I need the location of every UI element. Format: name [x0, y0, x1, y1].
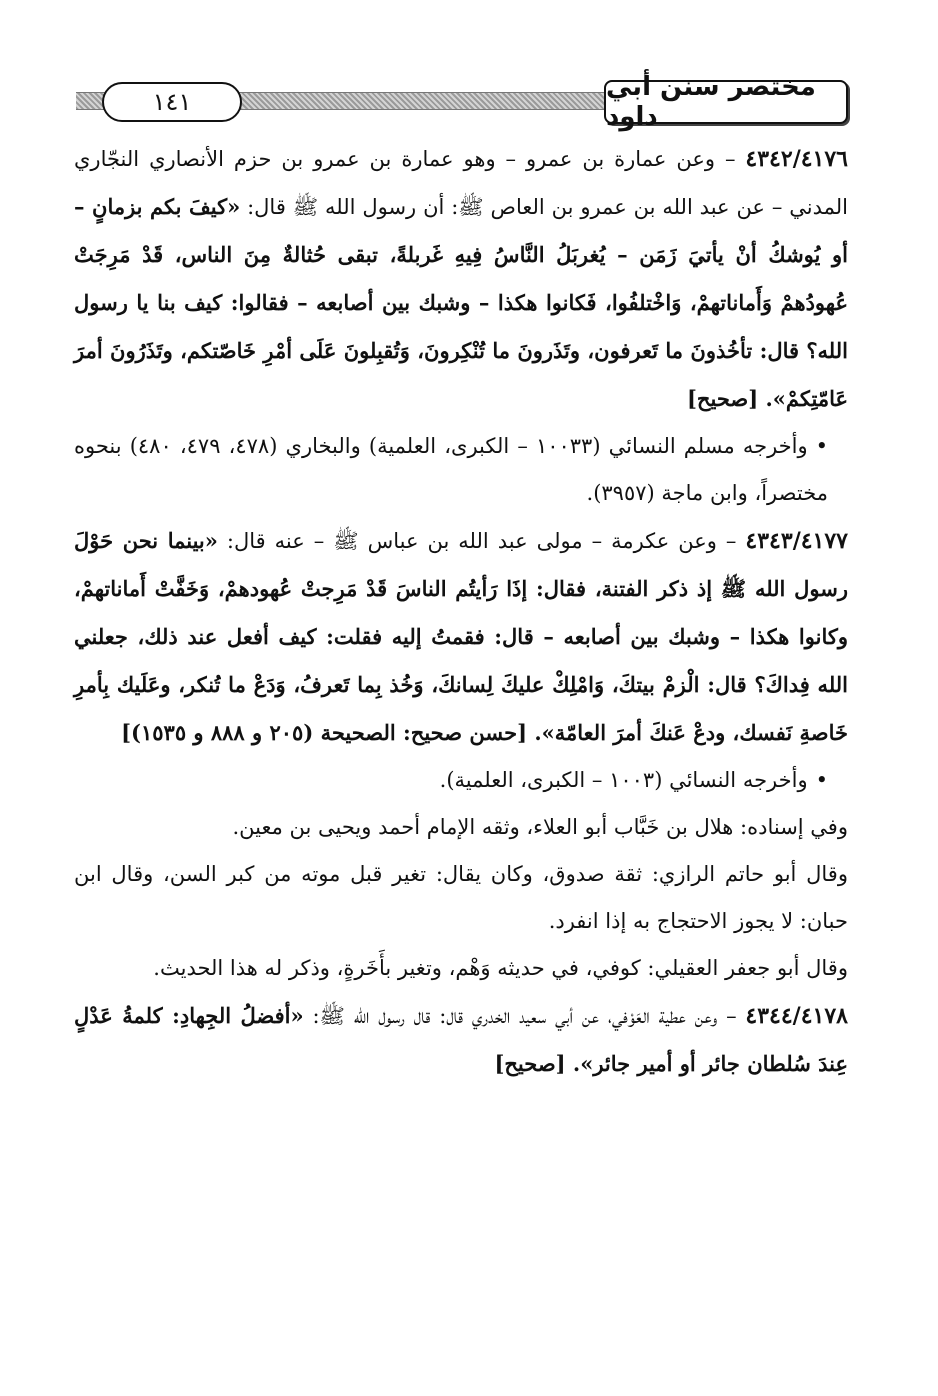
hadith-number: ٤٣٤٤/٤١٧٨ — [745, 1003, 848, 1029]
hadith-4177 — [74, 517, 848, 757]
hadith-number: ٤٣٤٢/٤١٧٦ — [745, 146, 848, 172]
isnad-note-abu-hatim: وقال أبو حاتم الرازي: ثقة صدوق، وكان يقال: تغير قبل موته من كبر السن، وقال ابن حبان: لا يجوز الاحتجاج به إذا انفرد. — [74, 862, 848, 933]
page-content — [74, 136, 848, 1088]
isnad-note-narrator: وفي إسناده: هلال بن خَبَّاب أبو العلاء، وثقه الإمام أحمد ويحيى بن معين. — [232, 815, 848, 839]
note-text: وأخرجه مسلم النسائي (١٠٠٣٣ – الكبرى، العلمية) والبخاري (٤٧٨، ٤٧٩، ٤٨٠) بنحوه مختصراً، وابن ماجة (٣٩٥٧). — [74, 434, 828, 505]
hadith-matn: «كيفَ بكم بزمانٍ – أو يُوشكُ أنْ يأتيَ زَمَن – يُغربَلُ النَّاسُ فِيهِ غَربلةً، تبقى حُثالةٌ مِنَ الناس، قَدْ مَرِجَتْ عُهودُهمْ وَأَماناتهمْ، وَاخْتلفُوا، فَكانوا هكذا – وشبك بين أصابعه – فقالوا: كيف بنا يا رسول الله؟ قال: تأخُذونَ ما تَعرفون، وتَذَرونَ ما تُنْكِرونَ، وَتُقبِلونَ عَلَى أمْرِ خَاصّتكم، وتَذَرُونَ أمرَ عَامّتِكمْ». — [74, 194, 848, 411]
book-title: مختصر سنن أبي داود — [604, 80, 848, 124]
takhrij-note-4177 — [74, 757, 848, 804]
hadith-grade: [صحيح] — [494, 1051, 573, 1076]
bullet-icon: • — [815, 434, 829, 458]
page-number: ١٤١ — [102, 82, 242, 122]
takhrij-note-4176 — [74, 423, 848, 517]
hadith-isnad: – وعن عمارة بن عمرو – وهو عمارة بن عمرو بن حزم الأنصاري النجّاري المدني – عن عبد الله بن عمرو بن العاص ﷺ: أن رسول الله ﷺ قال: — [74, 147, 848, 219]
hadith-4178 — [74, 992, 848, 1088]
page-header — [76, 72, 848, 132]
hadith-grade: [حسن صحيح: الصحيحة (٢٠٥ و ٨٨٨ و ١٥٣٥)] — [121, 720, 535, 745]
bullet-icon: • — [815, 768, 828, 792]
note-text: وأخرجه النسائي (١٠٠٣ – الكبرى، العلمية). — [439, 768, 808, 792]
hadith-isnad: – وعن عكرمة – مولى عبد الله بن عباس ﷺ – عنه قال: — [217, 529, 746, 553]
hadith-grade: [صحيح] — [687, 386, 766, 411]
hadith-matn: «أفضلُ الجِهادِ: كلمةُ عَدْلٍ عِندَ سُلطان جائر أو أمير جائر». — [74, 1003, 848, 1076]
hadith-4176 — [74, 136, 848, 423]
hadith-matn: «بينما نحن حَوْلَ رسول الله ﷺ إذ ذكر الفتنة، فقال: إذَا رَأيتُم الناسَ قَدْ مَرِجتْ عُهودهمْ، وَخَفَّتْ أَماناتهمْ، وكانوا هكذا – وشبك بين أصابعه – قال: فقمتُ إليه فقلت: كيف أفعل عند ذلك، جعلني الله فِداكَ؟ قال: الْزمْ بيتكَ، وَامْلِكْ عليكَ لِسانكَ، وَخُذ بِما تَعرفُ، وَدَعْ ما تُنكر، وعَلَيك بِأمرِ خَاصةِ نَفسك، ودعْ عَنكَ أمرَ العامّة». — [74, 528, 848, 745]
isnad-note-uqayli: وقال أبو جعفر العقيلي: كوفي، في حديثه وَهْم، وتغير بأَخَرةٍ، وذكر له هذا الحديث. — [153, 956, 848, 980]
hadith-isnad: – وعن عطية العَوْفي، عن أبي سعيد الخدري قال: قال رسول الله ﷺ: — [303, 1004, 746, 1028]
hadith-number: ٤٣٤٣/٤١٧٧ — [745, 528, 848, 554]
